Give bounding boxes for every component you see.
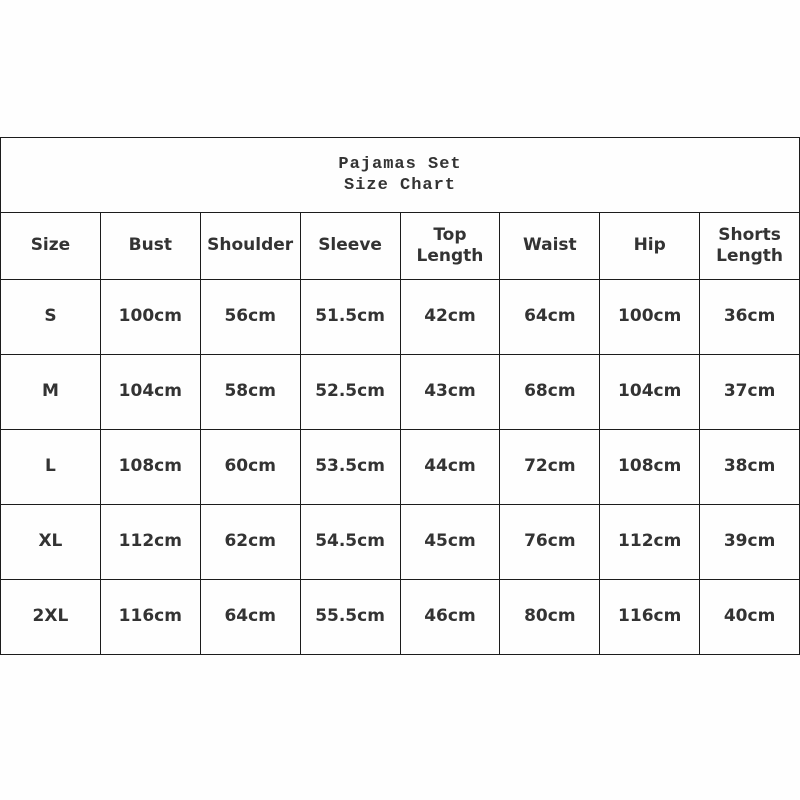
col-header-top-length: Top Length — [400, 213, 500, 280]
col-header-bust: Bust — [100, 213, 200, 280]
header-row — [1, 213, 800, 280]
col-header-shorts-length: Shorts Length — [700, 213, 800, 280]
cell-l-hip: 108cm — [600, 430, 700, 505]
cell-xl-sleeve: 54.5cm — [300, 505, 400, 580]
cell-s-shorts-length: 36cm — [700, 280, 800, 355]
col-header-size: Size — [1, 213, 101, 280]
cell-m-size: M — [1, 355, 101, 430]
cell-2xl-hip: 116cm — [600, 580, 700, 655]
cell-2xl-shorts-length: 40cm — [700, 580, 800, 655]
cell-l-size: L — [1, 430, 101, 505]
cell-2xl-top-length: 46cm — [400, 580, 500, 655]
cell-s-bust: 100cm — [100, 280, 200, 355]
table-row-l — [1, 430, 800, 505]
table-row-m — [1, 355, 800, 430]
table-row-2xl — [1, 580, 800, 655]
cell-2xl-bust: 116cm — [100, 580, 200, 655]
cell-m-shoulder: 58cm — [200, 355, 300, 430]
cell-m-sleeve: 52.5cm — [300, 355, 400, 430]
cell-l-shoulder: 60cm — [200, 430, 300, 505]
cell-l-waist: 72cm — [500, 430, 600, 505]
cell-2xl-size: 2XL — [1, 580, 101, 655]
cell-l-top-length: 44cm — [400, 430, 500, 505]
cell-xl-shoulder: 62cm — [200, 505, 300, 580]
cell-m-bust: 104cm — [100, 355, 200, 430]
cell-m-hip: 104cm — [600, 355, 700, 430]
cell-m-top-length: 43cm — [400, 355, 500, 430]
cell-m-waist: 68cm — [500, 355, 600, 430]
col-header-hip: Hip — [600, 213, 700, 280]
cell-xl-hip: 112cm — [600, 505, 700, 580]
cell-2xl-waist: 80cm — [500, 580, 600, 655]
table-row-xl — [1, 505, 800, 580]
cell-s-shoulder: 56cm — [200, 280, 300, 355]
cell-xl-top-length: 45cm — [400, 505, 500, 580]
title-row — [1, 138, 800, 213]
col-header-shoulder: Shoulder — [200, 213, 300, 280]
cell-l-sleeve: 53.5cm — [300, 430, 400, 505]
cell-s-size: S — [1, 280, 101, 355]
cell-xl-waist: 76cm — [500, 505, 600, 580]
cell-2xl-sleeve: 55.5cm — [300, 580, 400, 655]
cell-2xl-shoulder: 64cm — [200, 580, 300, 655]
table-title-line1: Pajamas Set — [338, 154, 462, 174]
cell-m-shorts-length: 37cm — [700, 355, 800, 430]
cell-s-sleeve: 51.5cm — [300, 280, 400, 355]
col-header-sleeve: Sleeve — [300, 213, 400, 280]
table-title-line2: Size Chart — [343, 176, 457, 195]
col-header-waist: Waist — [500, 213, 600, 280]
table-row-s — [1, 280, 800, 355]
table-title — [1, 138, 800, 213]
cell-xl-size: XL — [1, 505, 101, 580]
cell-s-waist: 64cm — [500, 280, 600, 355]
cell-l-bust: 108cm — [100, 430, 200, 505]
cell-xl-bust: 112cm — [100, 505, 200, 580]
cell-l-shorts-length: 38cm — [700, 430, 800, 505]
cell-s-top-length: 42cm — [400, 280, 500, 355]
size-chart-table — [0, 137, 800, 655]
cell-xl-shorts-length: 39cm — [700, 505, 800, 580]
cell-s-hip: 100cm — [600, 280, 700, 355]
